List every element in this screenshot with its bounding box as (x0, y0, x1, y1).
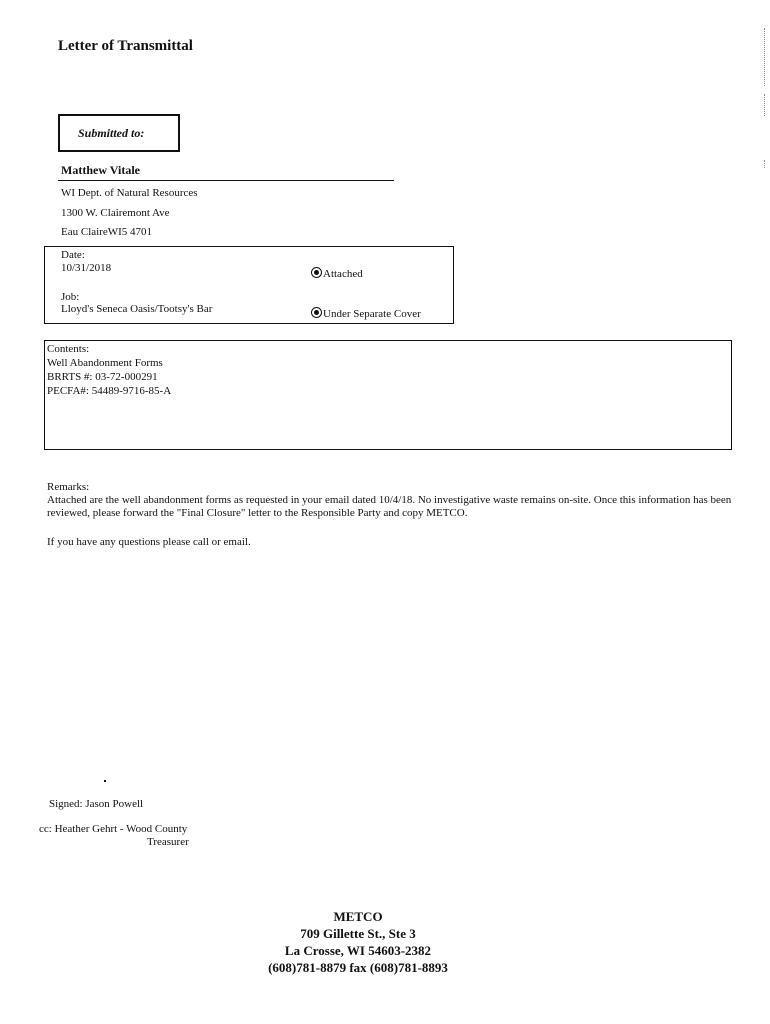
contents-item: BRRTS #: 03-72-000291 (47, 371, 158, 383)
contents-item: PECFA#: 54489-9716-85-A (47, 385, 172, 397)
company-name: METCO (333, 909, 383, 924)
delivery-option-separate (311, 307, 421, 320)
company-footer (0, 908, 716, 976)
delivery-option-attached (311, 267, 363, 280)
date-label: Date: (61, 249, 85, 261)
questions-text: If you have any questions please call or email. (47, 536, 251, 548)
delivery-option-label: Under Separate Cover (323, 308, 421, 320)
company-city: La Crosse, WI 54603-2382 (284, 943, 432, 958)
recipient-name: Matthew Vitale (61, 163, 140, 177)
contents-label: Contents: (47, 343, 90, 355)
radio-selected-icon (311, 267, 322, 278)
remarks-label: Remarks: (47, 481, 90, 493)
company-phone: (608)781-8879 fax (608)781-8893 (268, 960, 448, 975)
cc-line: cc: Heather Gehrt - Wood County (39, 823, 188, 835)
contents-box (44, 340, 732, 450)
recipient-address: 1300 W. Clairemont Ave (61, 207, 170, 219)
submitted-to-label: Submitted to: (78, 126, 145, 140)
company-street: 709 Gillette St., Ste 3 (300, 926, 416, 941)
scan-edge-mark (764, 160, 766, 168)
recipient-city: Eau ClaireWI5 4701 (61, 226, 153, 238)
recipient-org: WI Dept. of Natural Resources (61, 187, 198, 199)
letter-title: Letter of Transmittal (58, 38, 193, 54)
radio-selected-icon (311, 307, 322, 318)
date-value: 10/31/2018 (61, 262, 112, 274)
job-value: Lloyd's Seneca Oasis/Tootsy's Bar (61, 303, 213, 315)
signed-line: Signed: Jason Powell (49, 798, 144, 810)
remarks-text: Attached are the well abandonment forms as requested in your email dated 10/4/18. No investigative waste remains on-site. Once this information has been reviewed, please forward the "Final Closure" letter to the Responsible Party and copy METCO. (47, 494, 732, 519)
submitted-to-box (58, 114, 180, 152)
scan-edge-mark (764, 94, 766, 116)
job-label: Job: (61, 291, 80, 303)
remarks-section (47, 481, 737, 549)
signature-mark (104, 780, 106, 782)
cc-line-continued: Treasurer (147, 836, 189, 848)
contents-item: Well Abandonment Forms (47, 357, 163, 369)
date-job-box (44, 246, 454, 324)
delivery-option-label: Attached (323, 268, 363, 280)
recipient-divider (58, 180, 394, 181)
scan-edge-mark (764, 28, 766, 86)
